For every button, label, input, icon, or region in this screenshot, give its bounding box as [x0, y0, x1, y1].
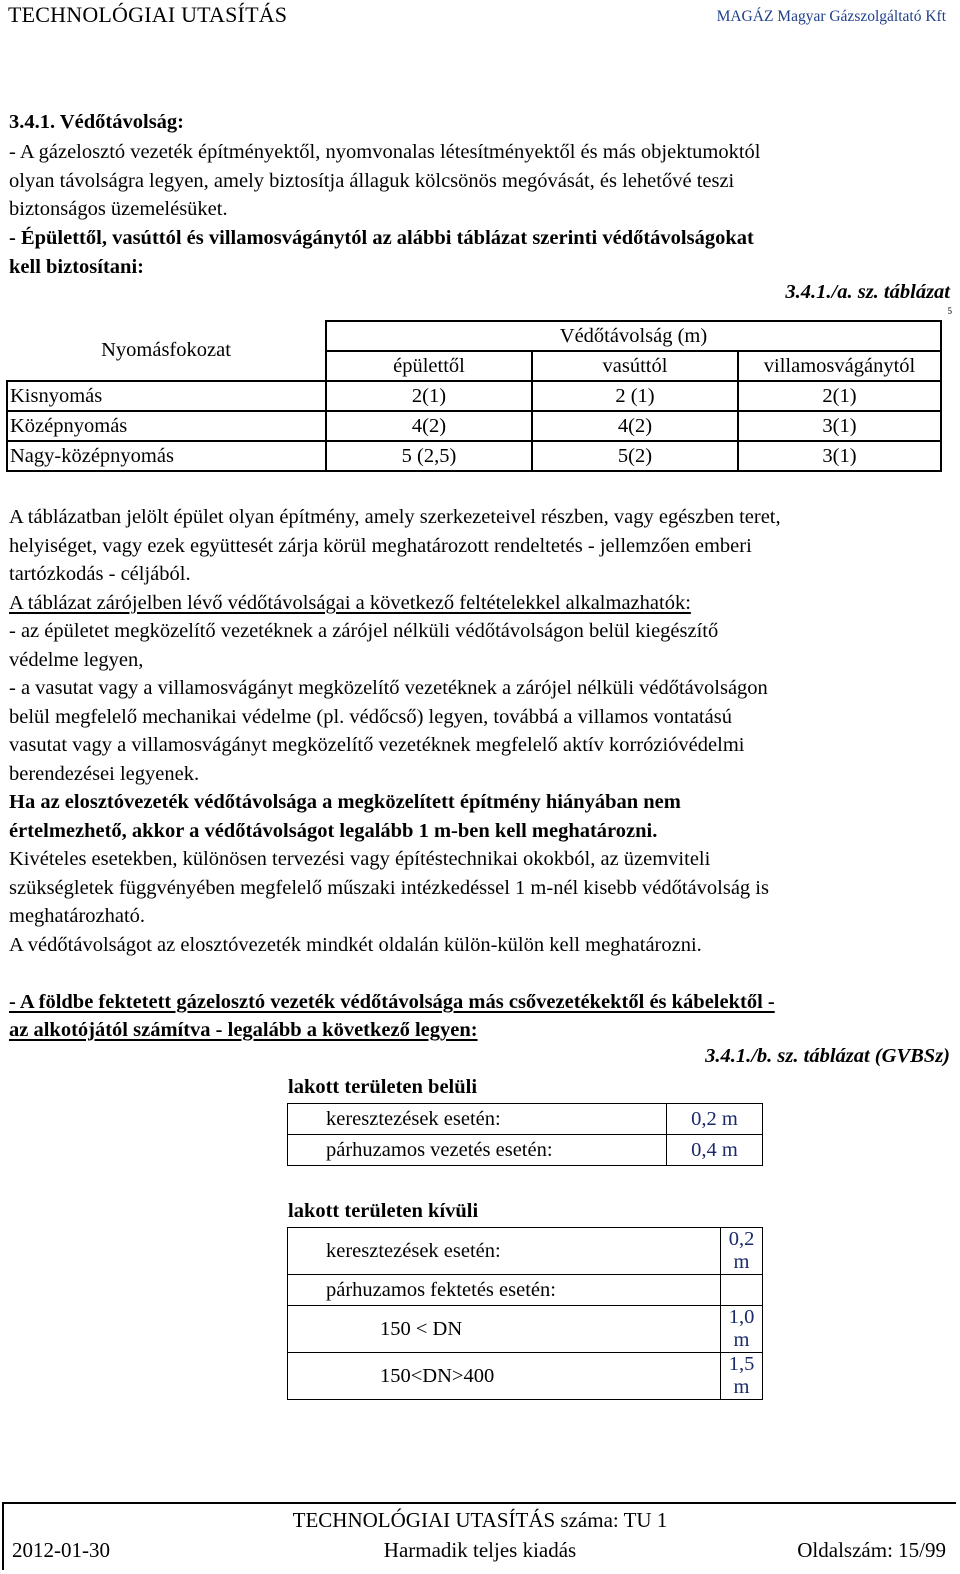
section-heading: 3.4.1. Védőtávolság: [9, 111, 185, 133]
row-name: Kisnyomás [7, 381, 326, 411]
paragraph-line: A táblázat zárójelben lévő védőtávolságai a következő feltételekkel alkalmazhatók: [9, 592, 691, 614]
cell-value: 4(2) [326, 411, 532, 441]
cell-value: 2(1) [738, 381, 941, 411]
table-row [288, 1228, 763, 1275]
paragraph-line: - Épülettől, vasúttól és villamosvágánytól az alábbi táblázat szerinti védőtávolságokat [9, 227, 754, 249]
sub-header: villamosvágánytól [738, 351, 941, 381]
cell-value: 2 (1) [532, 381, 738, 411]
paragraph-line: védelme legyen, [9, 649, 144, 671]
footer-page-number: Oldalszám: 15/99 [797, 1538, 946, 1562]
table-row [288, 1104, 763, 1135]
paragraph-line: biztonságos üzemelésüket. [9, 198, 228, 220]
paragraph-line: kell biztosítani: [9, 256, 144, 278]
header-title: TECHNOLÓGIAI UTASÍTÁS [8, 2, 288, 27]
row-value: 1,5 m [721, 1353, 763, 1400]
paragraph-line: értelmezhető, akkor a védőtávolságot legalább 1 m-ben kell meghatározni. [9, 820, 658, 842]
sub-header: épülettől [326, 351, 532, 381]
row-name: Középnyomás [7, 411, 326, 441]
distance-table [6, 320, 942, 472]
outside-area-label: lakott területen kívüli [288, 1200, 479, 1222]
paragraph-line: - a vasutat vagy a villamosvágányt megközelítő vezetéknek a zárójel nélküli védőtávolságon [9, 677, 768, 699]
paragraph-line: szükségletek függvényében megfelelő műszaki intézkedéssel 1 m-nél kisebb védőtávolság is [9, 877, 769, 899]
footer-title: TECHNOLÓGIAI UTASÍTÁS száma: TU 1 [292, 1508, 668, 1532]
paragraph-line: - A földbe fektetett gázelosztó vezeték védőtávolsága más csővezetékektől és kábelektől - [9, 991, 775, 1013]
paragraph-line: tartózkodás - céljából. [9, 563, 191, 585]
paragraph-line: vasutat vagy a villamosvágányt megközelítő vezetéknek megfelelő aktív korrózióvédelmi [9, 734, 745, 756]
paragraph-line: - az épületet megközelítő vezetéknek a zárójel nélküli védőtávolságon belül kiegészítő [9, 620, 719, 642]
inside-area-label: lakott területen belüli [288, 1076, 478, 1098]
footer-edition: Harmadik teljes kiadás [383, 1538, 577, 1562]
cell-value: 5 (2,5) [326, 441, 532, 471]
table-row [288, 1306, 763, 1353]
row-label: 150 < DN [288, 1306, 721, 1353]
table1-caption: 3.4.1./a. sz. táblázat [785, 281, 950, 303]
cell-value: 3(1) [738, 441, 941, 471]
paragraph-line: olyan távolságra legyen, amely biztosítja állaguk kölcsönös megóvását, és lehetővé teszi [9, 170, 735, 192]
paragraph-line: belül megfelelő mechanikai védelme (pl. védőcső) legyen, továbbá a villamos vontatású [9, 706, 732, 728]
header-company: MAGÁZ Magyar Gázszolgáltató Kft [716, 8, 946, 25]
row-value: 0,2 m [667, 1104, 763, 1135]
cell-value: 3(1) [738, 411, 941, 441]
row-value: 0,4 m [667, 1135, 763, 1166]
row-label: párhuzamos vezetés esetén: [288, 1135, 667, 1166]
paragraph-line: - A gázelosztó vezeték építményektől, nyomvonalas létesítményektől és más objektumoktól [9, 141, 761, 163]
paragraph-line: helyiséget, vagy ezek együttesét zárja körül meghatározott rendeltetés - jellemzően emberi [9, 535, 752, 557]
paragraph-line: Ha az elosztóvezeték védőtávolsága a megközelített építmény hiányában nem [9, 791, 681, 813]
paragraph-line: az alkotójától számítva - legalább a következő legyen: [9, 1019, 478, 1041]
col-header-pressure: Nyomásfokozat [7, 321, 326, 381]
outside-distance-table [287, 1227, 763, 1400]
paragraph-line: Kivételes esetekben, különösen tervezési vagy építéstechnikai okokból, az üzemviteli [9, 848, 711, 870]
cell-value: 4(2) [532, 411, 738, 441]
table2-caption: 3.4.1./b. sz. táblázat (GVBSz) [705, 1045, 950, 1067]
row-value [721, 1275, 763, 1306]
sub-header: vasúttól [532, 351, 738, 381]
row-label: 150<DN>400 [288, 1353, 721, 1400]
group-header: Védőtávolság (m) [326, 321, 941, 351]
table-row [288, 1135, 763, 1166]
row-name: Nagy-középnyomás [7, 441, 326, 471]
row-label: keresztezések esetén: [288, 1228, 721, 1275]
row-label: párhuzamos fektetés esetén: [288, 1275, 721, 1306]
paragraph-line: A védőtávolságot az elosztóvezeték mindkét oldalán külön-külön kell meghatározni. [9, 934, 702, 956]
paragraph-line: berendezései legyenek. [9, 763, 200, 785]
page-footer [2, 1502, 956, 1570]
cell-value: 5(2) [532, 441, 738, 471]
paragraph-line: A táblázatban jelölt épület olyan építmény, amely szerkezeteivel részben, vagy egészben teret, [9, 506, 781, 528]
cell-value: 2(1) [326, 381, 532, 411]
row-value: 0,2 m [721, 1228, 763, 1275]
footnote-mark: 5 [947, 306, 952, 316]
footer-date: 2012-01-30 [12, 1538, 110, 1562]
table-row [288, 1353, 763, 1400]
table-row [7, 441, 941, 471]
row-value: 1,0 m [721, 1306, 763, 1353]
inside-distance-table [287, 1103, 763, 1166]
paragraph-line: meghatározható. [9, 905, 146, 927]
row-label: keresztezések esetén: [288, 1104, 667, 1135]
table-row [288, 1275, 763, 1306]
table-row [7, 411, 941, 441]
table-row [7, 381, 941, 411]
